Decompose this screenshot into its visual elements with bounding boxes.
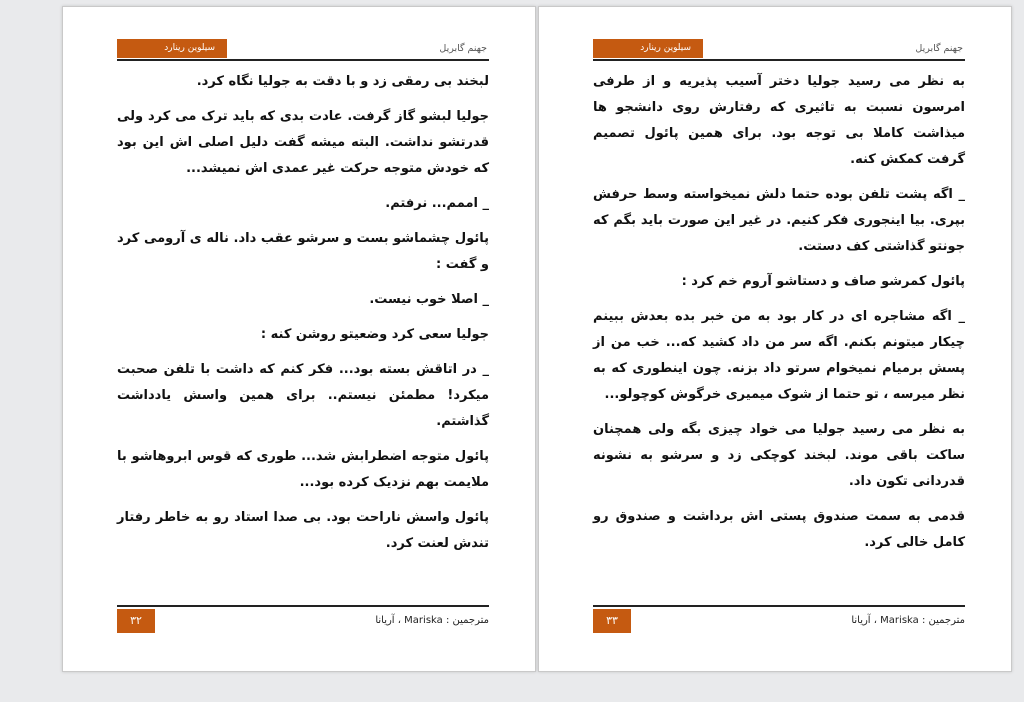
page-number-badge: ۳۲ xyxy=(117,609,155,633)
paragraph: جولیا سعی کرد وضعیتو روشن کنه : xyxy=(260,327,489,342)
header-rule xyxy=(593,59,965,61)
paragraph: _ اممم... نرفتم. xyxy=(385,196,489,211)
paragraph: _ اصلا خوب نیست. xyxy=(369,292,489,307)
header-author-badge: سیلوین رینارد xyxy=(117,39,227,58)
paragraph: پائول واسش ناراحت بود. بی صدا استاد رو به خاطر رفتار تندش لعنت کرد. xyxy=(117,510,489,551)
translators-credit: مترجمین : Mariska ، آریانا xyxy=(375,615,489,626)
page-body xyxy=(117,69,489,566)
paragraph: _ در اتاقش بسته بود... فکر کنم که داشت با تلفن صحبت میکرد! مطمئن نیستم.. برای همین واسش یادداشت گذاشتم. xyxy=(117,362,489,429)
paragraph: به نظر می رسید جولیا دختر آسیب پذیریه و از طرفی امرسون نسبت به تاثیری که رفتارش روی دانشجو ها میذاشت کاملا بی توجه بود. برای همین پائول تصمیم گرفت کمکش کنه. xyxy=(593,74,965,167)
page-body xyxy=(593,69,965,565)
footer-rule xyxy=(593,605,965,607)
paragraph: لبخند بی رمقی زد و با دقت به جولیا نگاه کرد. xyxy=(196,74,489,89)
footer-rule xyxy=(117,605,489,607)
paragraph: پائول متوجه اضطرابش شد... طوری که قوس ابروهاشو با ملایمت بهم نزدیک کرده بود... xyxy=(117,449,489,490)
paragraph: به نظر می رسید جولیا می خواد چیزی بگه ولی همچنان ساکت باقی موند. لبخند کوچکی زد و سرشو به نشونه قدردانی تکون داد. xyxy=(593,422,965,489)
page-number-badge: ۳۳ xyxy=(593,609,631,633)
paragraph: قدمی به سمت صندوق پستی اش برداشت و صندوق رو کامل خالی کرد. xyxy=(593,509,965,550)
header-rule xyxy=(117,59,489,61)
header-author-badge: سیلوین رینارد xyxy=(593,39,703,58)
page-header xyxy=(593,37,965,61)
paragraph: _ اگه پشت تلفن بوده حتما دلش نمیخواسته وسط حرفش بپری. بیا اینجوری فکر کنیم. در غیر این صورت باید بگم که جونتو گذاشتی کف دستت. xyxy=(593,187,965,254)
page-header xyxy=(117,37,489,61)
page-footer xyxy=(593,605,965,635)
paragraph: پائول کمرشو صاف و دستاشو آروم خم کرد : xyxy=(681,274,965,289)
page-footer xyxy=(117,605,489,635)
header-book-title: جهنم گابریل xyxy=(915,43,963,54)
header-book-title: جهنم گابریل xyxy=(439,43,487,54)
page-right xyxy=(538,6,1012,672)
paragraph: جولیا لبشو گاز گرفت. عادت بدی که باید ترک می کرد ولی قدرتشو نداشت. البته میشه گفت دلیل اصلی اش این بود که خودش متوجه حرکت غیر عمدی اش نمیشد... xyxy=(117,109,489,176)
translators-credit: مترجمین : Mariska ، آریانا xyxy=(851,615,965,626)
paragraph: _ اگه مشاجره ای در کار بود به من خبر بده بعدش ببینم چیکار میتونم بکنم. اگه سر من داد کشید که... خب من از پسش برمیام نمیخوام سرتو داد بزنه. چون اینطوری که به نظر میرسه ، تو حتما از شوک میمیری خرگوش کوچولو... xyxy=(593,309,965,402)
page-left xyxy=(62,6,536,672)
paragraph: پائول چشماشو بست و سرشو عقب داد. ناله ی آرومی کرد و گفت : xyxy=(117,231,489,272)
